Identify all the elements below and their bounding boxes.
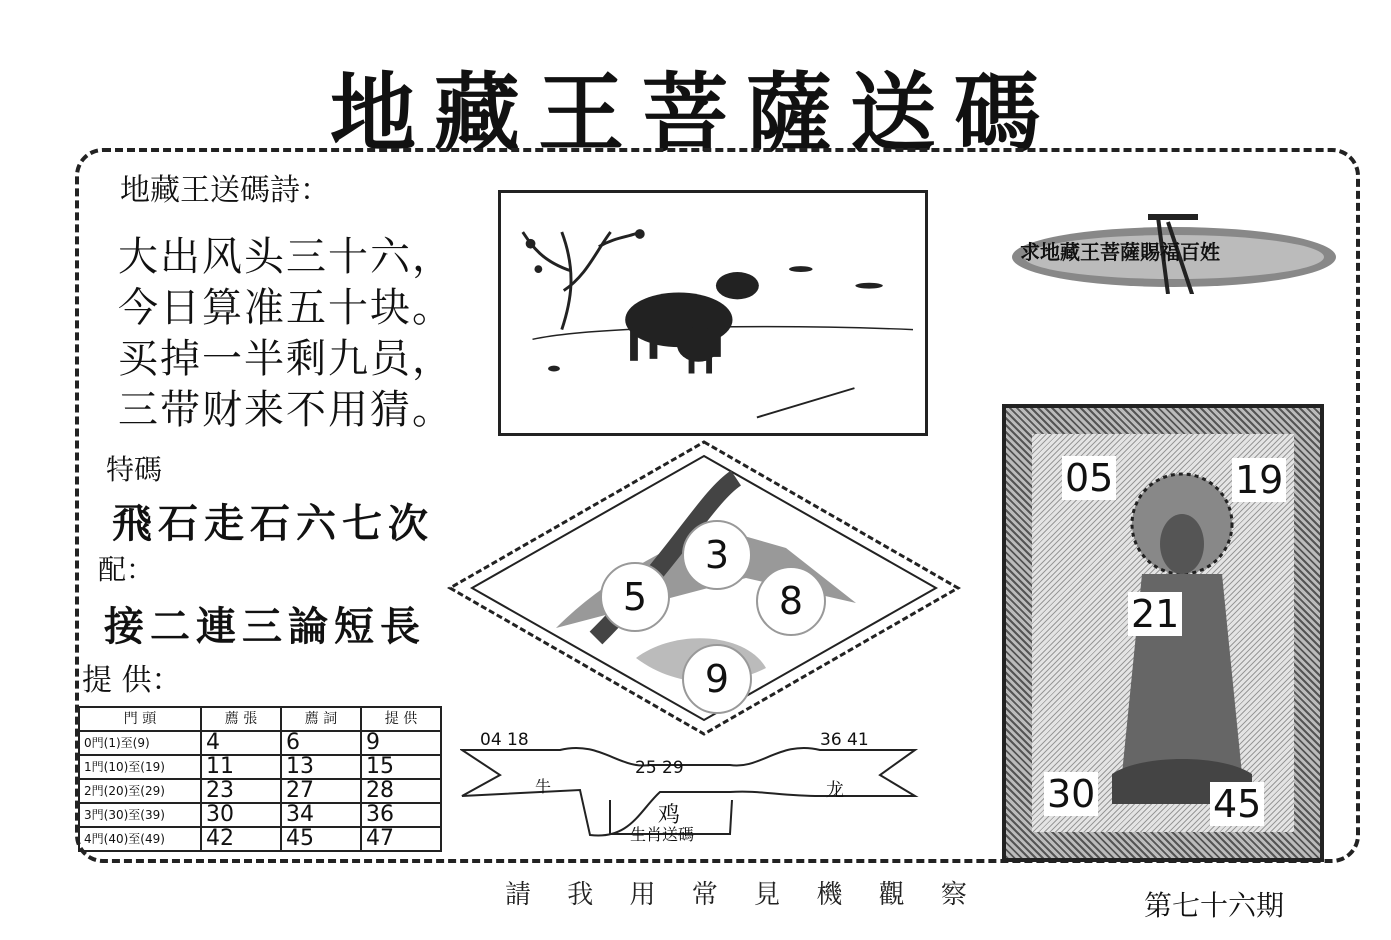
jizo-figure-area	[1032, 434, 1294, 832]
row-label: 1門(10)至(19)	[79, 755, 201, 779]
match-text: 接二連三論短長	[104, 603, 426, 650]
table-cell: 42	[201, 827, 281, 851]
zodiac-ribbon	[460, 730, 920, 845]
number-ball: 8	[756, 566, 826, 636]
poem-line: 今日算准五十块。	[118, 285, 454, 331]
poem-line: 大出风头三十六，	[118, 234, 454, 280]
special-label: 特碼	[106, 453, 163, 486]
table-header: 薦 張	[201, 707, 281, 731]
zodiac-center-numbers: 25 29	[635, 758, 684, 778]
jizo-panel	[1002, 404, 1324, 862]
jizo-number: 05	[1062, 456, 1116, 500]
zodiac-right-numbers: 36 41	[820, 730, 869, 750]
table-row	[79, 779, 441, 803]
table-header: 門 頭	[79, 707, 201, 731]
table-cell: 30	[201, 803, 281, 827]
table-cell: 23	[201, 779, 281, 803]
number-ball: 9	[682, 644, 752, 714]
jizo-number: 19	[1232, 458, 1286, 502]
footer-text: 請 我 用 常 見 機 觀 察	[505, 880, 981, 910]
banner-text: 求地藏王菩薩賜福百姓	[1020, 240, 1220, 264]
jizo-number: 21	[1128, 592, 1182, 636]
table-header: 薦 詞	[281, 707, 361, 731]
special-text: 飛石走石六七次	[112, 500, 434, 547]
provide-label: 提 供：	[82, 663, 182, 698]
issue-number: 第七十六期	[1144, 889, 1285, 922]
table-cell: 4	[201, 731, 281, 755]
zodiac-right-animal: 龙	[826, 780, 844, 801]
diamond-panel	[446, 438, 962, 738]
table-cell: 13	[281, 755, 361, 779]
table-cell: 28	[361, 779, 441, 803]
table-row	[79, 803, 441, 827]
zodiac-caption: 生肖送碼	[630, 825, 695, 844]
row-label: 3門(30)至(39)	[79, 803, 201, 827]
table-cell: 45	[281, 827, 361, 851]
table-header: 提 供	[361, 707, 441, 731]
table-row	[79, 827, 441, 851]
zodiac-left-animal: 牛	[535, 777, 552, 796]
number-table	[78, 706, 442, 852]
zodiac-left-numbers: 04 18	[480, 730, 529, 750]
table-header-row	[79, 707, 441, 731]
number-ball: 3	[682, 520, 752, 590]
table-cell: 47	[361, 827, 441, 851]
table-cell: 34	[281, 803, 361, 827]
jizo-number: 45	[1210, 782, 1264, 826]
row-label: 2門(20)至(29)	[79, 779, 201, 803]
poem-heading: 地藏王送碼詩：	[120, 173, 330, 208]
table-cell: 15	[361, 755, 441, 779]
table-cell: 36	[361, 803, 441, 827]
zodiac-main-animal: 鸡	[658, 803, 681, 828]
jizo-number: 30	[1044, 772, 1098, 816]
poem-line: 买掉一半剩九员，	[118, 336, 454, 382]
number-ball: 5	[600, 562, 670, 632]
table-row	[79, 755, 441, 779]
ink-illustration	[498, 190, 928, 436]
row-label: 4門(40)至(49)	[79, 827, 201, 851]
row-label: 0門(1)至(9)	[79, 731, 201, 755]
table-row	[79, 731, 441, 755]
table-cell: 27	[281, 779, 361, 803]
match-label: 配：	[98, 553, 155, 586]
page-title: 地藏王菩薩送碼	[330, 63, 1058, 164]
table-cell: 6	[281, 731, 361, 755]
poem-line: 三带财来不用猜。	[118, 387, 454, 433]
table-cell: 11	[201, 755, 281, 779]
table-cell: 9	[361, 731, 441, 755]
